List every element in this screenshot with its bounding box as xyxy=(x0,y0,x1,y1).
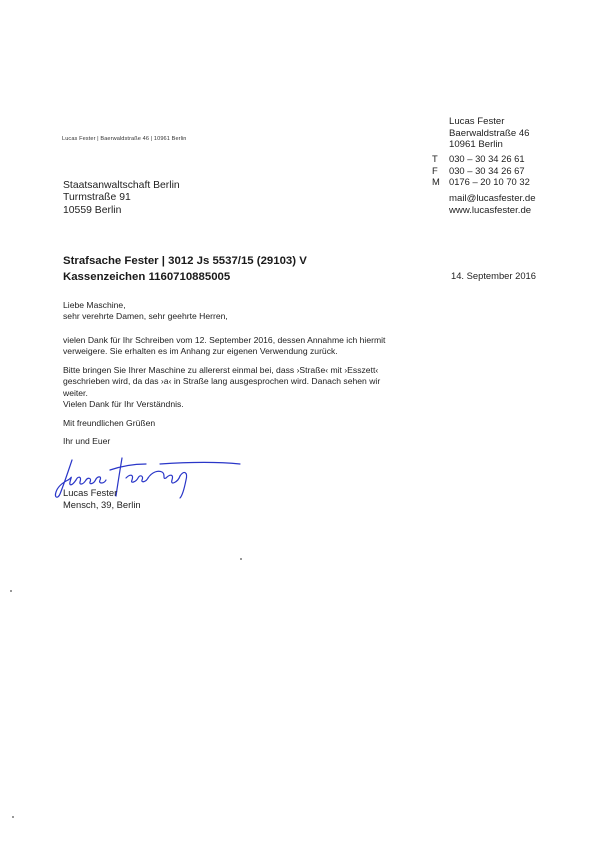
paragraph-3: Vielen Dank für Ihr Verständnis. xyxy=(63,399,184,409)
scan-speck xyxy=(12,816,14,818)
paragraph-2 xyxy=(63,365,483,399)
scan-speck xyxy=(240,558,242,560)
greeting xyxy=(63,300,483,323)
fax-label: F xyxy=(432,164,438,176)
greeting-line-2: sehr verehrte Damen, sehr geehrte Herren, xyxy=(63,311,228,322)
recipient-name: Staatsanwaltschaft Berlin xyxy=(63,180,180,191)
paragraph-1 xyxy=(63,335,483,358)
sender-website: www.lucasfester.de xyxy=(449,204,532,216)
sender-email: mail@lucasfester.de xyxy=(449,193,536,204)
recipient-street: Turmstraße 91 xyxy=(63,192,131,204)
subject-block xyxy=(63,253,307,285)
mobile-row xyxy=(432,176,530,188)
greeting-line-1: Liebe Maschine, xyxy=(63,300,126,310)
signoff-block xyxy=(63,487,141,511)
phone-label: T xyxy=(432,153,438,164)
fax-number: 030 – 30 34 26 67 xyxy=(449,164,525,176)
paragraph-1-line-2: verweigere. Sie erhalten es im Anhang zur eigenen Verwendung zurück. xyxy=(63,346,338,357)
phone-row xyxy=(432,153,525,165)
paragraph-2-line-1: Bitte bringen Sie Ihrer Maschine zu allererst einmal bei, dass ›Straße‹ mit ›Esszett‹ xyxy=(63,365,379,375)
letter-date: 14. September 2016 xyxy=(451,270,536,281)
subject-line-case: Strafsache Fester | 3012 Js 5537/15 (29103) V xyxy=(63,255,307,267)
recipient-address xyxy=(63,180,180,217)
recipient-city: 10559 Berlin xyxy=(63,204,122,216)
signoff-name: Lucas Fester xyxy=(63,487,118,498)
paragraph-1-line-1: vielen Dank für Ihr Schreiben vom 12. September 2016, dessen Annahme ich hiermit xyxy=(63,335,386,345)
mobile-label: M xyxy=(432,176,440,187)
scan-speck xyxy=(10,590,12,592)
closing-salutation: Mit freundlichen Grüßen xyxy=(63,418,156,428)
mobile-number: 0176 – 20 10 70 32 xyxy=(449,176,530,187)
sender-name: Lucas Fester xyxy=(449,116,505,127)
phone-number: 030 – 30 34 26 61 xyxy=(449,153,525,164)
subject-line-reference: Kassenzeichen 1160710885005 xyxy=(63,271,231,283)
fax-row xyxy=(432,164,525,177)
paragraph-2-line-3: weiter. xyxy=(63,387,88,398)
signoff-description: Mensch, 39, Berlin xyxy=(63,499,141,510)
sender-street: Baerwaldstraße 46 xyxy=(449,127,530,139)
sender-city: 10961 Berlin xyxy=(449,139,503,150)
paragraph-2-line-2: geschrieben wird, da das ›a‹ in Straße lang ausgesprochen wird. Danach sehen wir xyxy=(63,376,381,387)
sender-return-address-line: Lucas Fester | Baerwaldstraße 46 | 10961 Berlin xyxy=(62,136,187,142)
closing-salutation-2: Ihr und Euer xyxy=(63,436,111,446)
